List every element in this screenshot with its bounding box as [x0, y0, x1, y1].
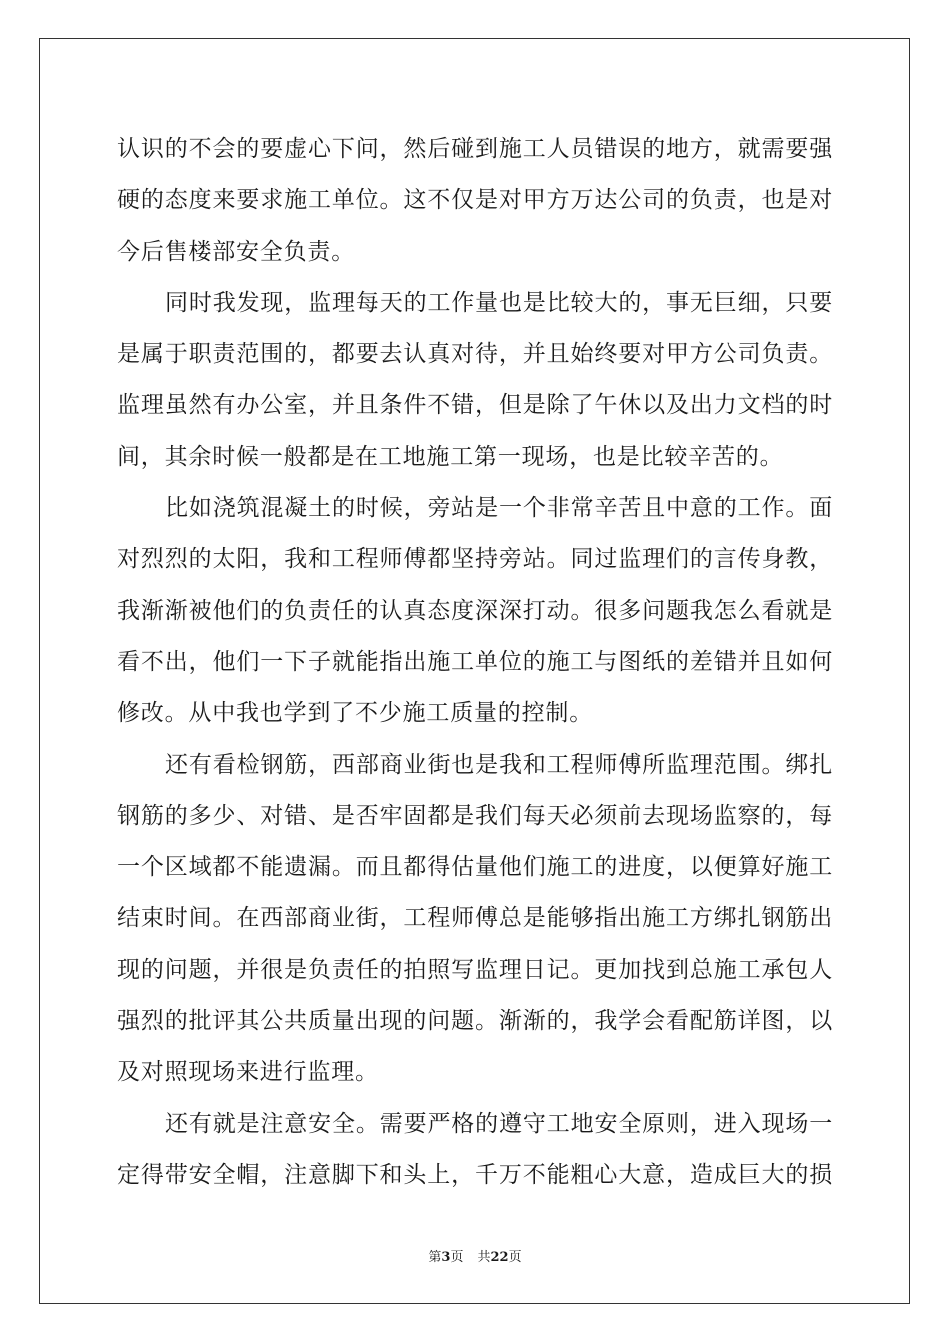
text-line: 一个区域都不能遗漏。而且都得估量他们施工的进度，以便算好施工: [117, 854, 833, 881]
text-line: 认识的不会的要虚心下问，然后碰到施工人员错误的地方，就需要强: [117, 136, 833, 162]
page-number: 3: [441, 1250, 451, 1265]
paragraph: [117, 1099, 833, 1202]
page-footer: [0, 1246, 950, 1265]
text-line: 是属于职责范围的，都要去认真对待，并且始终要对甲方公司负责。: [117, 341, 833, 368]
text-line: 间，其余时候一般都是在工地施工第一现场，也是比较辛苦的。: [117, 443, 784, 470]
text-line: 看不出，他们一下子就能指出施工单位的施工与图纸的差错并且如何: [117, 648, 833, 675]
text-line: 修改。从中我也学到了不少施工质量的控制。: [117, 700, 593, 727]
text-line: 同时我发现，监理每天的工作量也是比较大的，事无巨细，只要: [165, 289, 833, 316]
total-prefix: 共: [477, 1250, 491, 1265]
text-line: 我渐渐被他们的负责任的认真态度深深打动。很多问题我怎么看就是: [117, 597, 833, 624]
page-suffix: 页: [450, 1250, 464, 1265]
page-prefix: 第: [428, 1250, 442, 1265]
text-line: 结束时间。在西部商业街，工程师傅总是能够指出施工方绑扎钢筋出: [117, 905, 833, 932]
document-body: [117, 124, 833, 1201]
text-line: 及对照现场来进行监理。: [117, 1059, 379, 1086]
total-pages: 22: [490, 1250, 509, 1265]
text-line: 强烈的批评其公共质量出现的问题。渐渐的，我学会看配筋详图，以: [117, 1008, 833, 1035]
text-line: 硬的态度来要求施工单位。这不仅是对甲方万达公司的负责，也是对: [117, 187, 833, 214]
paragraph: [117, 124, 833, 278]
total-suffix: 页: [508, 1250, 522, 1265]
text-line: 现的问题，并很是负责任的拍照写监理日记。更加找到总施工承包人: [117, 956, 833, 983]
paragraph: [117, 740, 833, 1099]
paragraph: [117, 483, 833, 739]
text-line: 监理虽然有办公室，并且条件不错，但是除了午休以及出力文档的时: [117, 392, 833, 419]
text-line: 对烈烈的太阳，我和工程师傅都坚持旁站。同过监理们的言传身教，: [117, 546, 833, 573]
text-line: 还有就是注意安全。需要严格的遵守工地安全原则，进入现场一: [165, 1110, 833, 1137]
text-line: 还有看检钢筋，西部商业街也是我和工程师傅所监理范围。绑扎: [165, 751, 833, 778]
paragraph: [117, 278, 833, 483]
text-line: 定得带安全帽，注意脚下和头上，千万不能粗心大意，造成巨大的损: [117, 1161, 833, 1188]
text-line: 比如浇筑混凝土的时候，旁站是一个非常辛苦且中意的工作。面: [165, 495, 833, 522]
text-line: 钢筋的多少、对错、是否牢固都是我们每天必须前去现场监察的，每: [117, 802, 833, 829]
text-line: 今后售楼部安全负责。: [117, 238, 355, 265]
